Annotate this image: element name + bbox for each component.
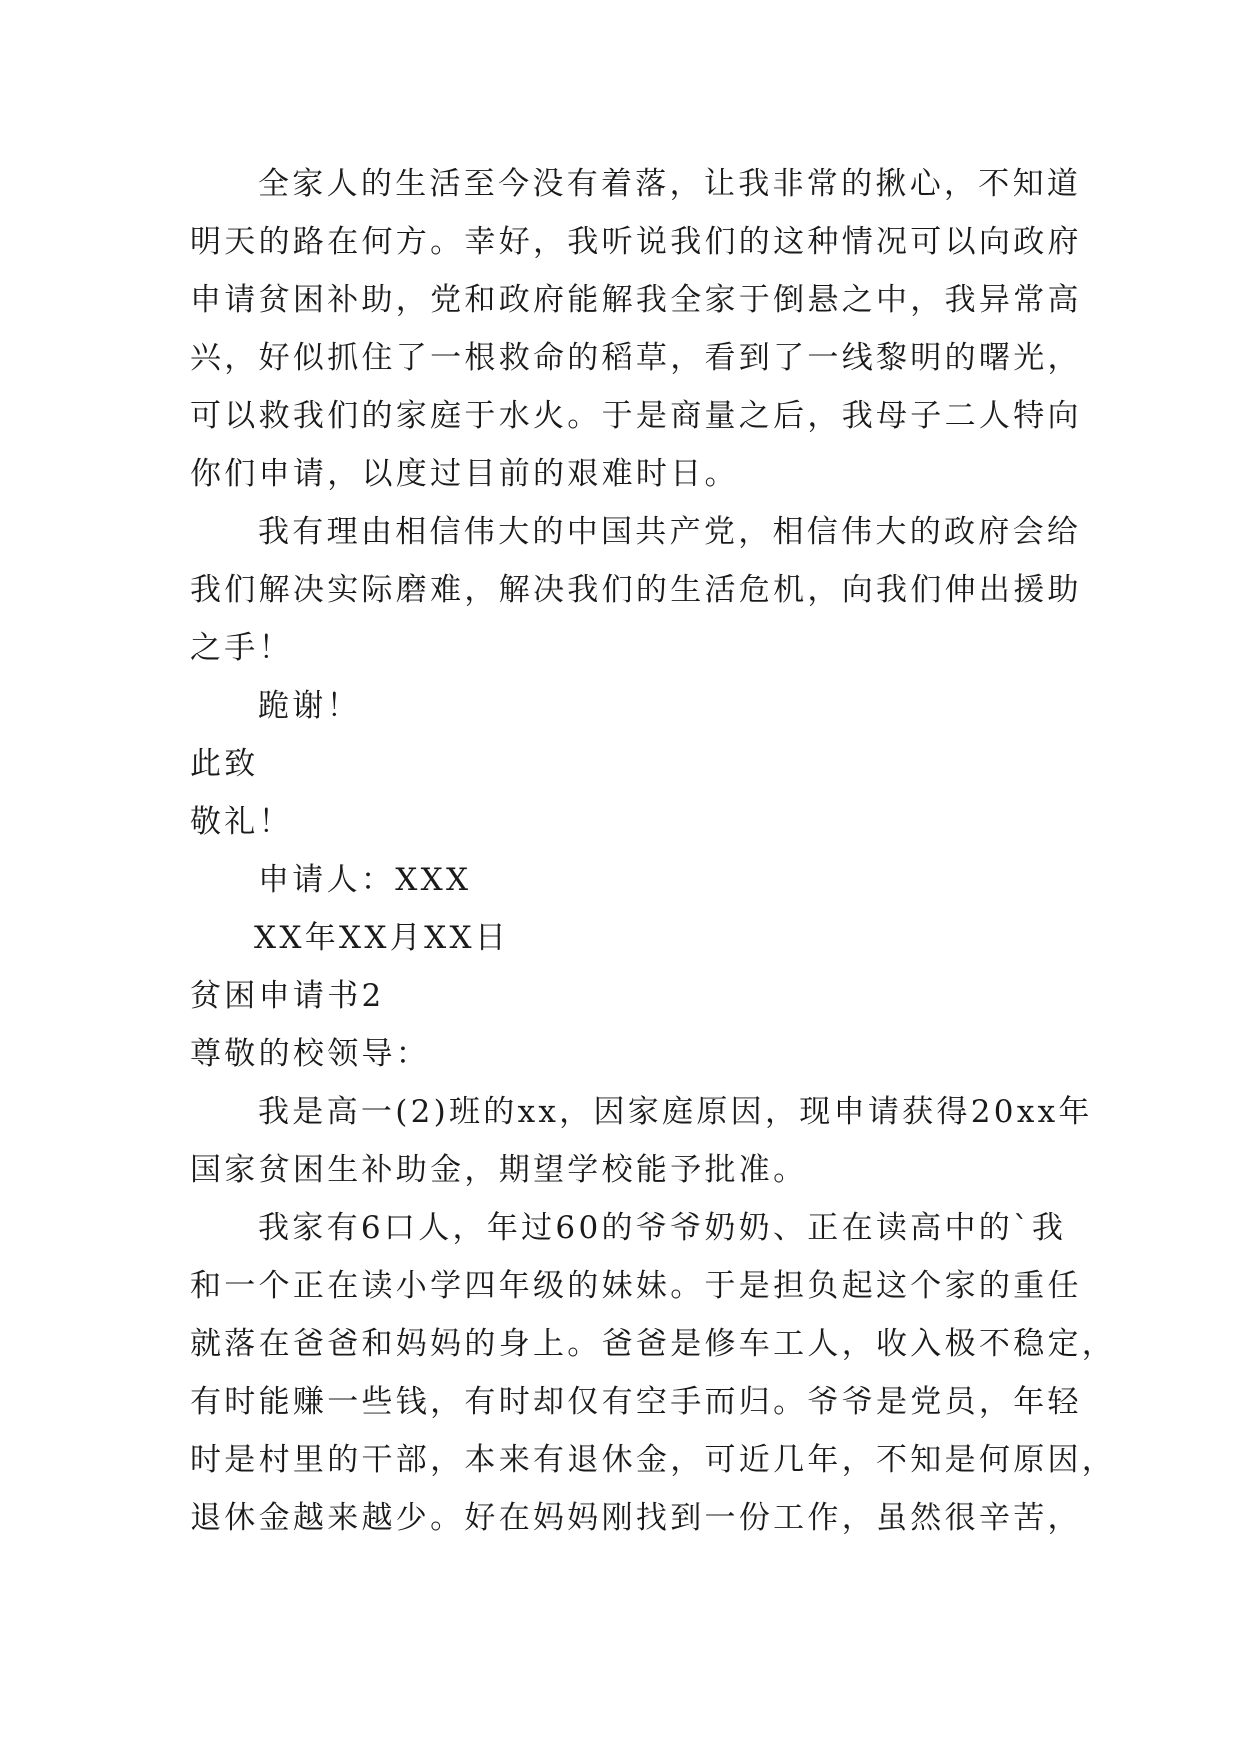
text-line: 有时能赚一些钱，有时却仅有空手而归。爷爷是党员，年轻 <box>190 1384 1082 1420</box>
text-line: 我家有6口人，年过60的爷爷奶奶、正在读高中的`我 <box>258 1210 1067 1246</box>
text-line: 我们解决实际磨难，解决我们的生活危机，向我们伸出援助 <box>190 572 1082 608</box>
thanks-line: 跪谢！ <box>258 688 361 724</box>
text-line: 国家贫困生补助金，期望学校能予批准。 <box>190 1152 808 1188</box>
closing-line: 此致 <box>190 746 259 782</box>
applicant-line: 申请人：XXX <box>258 862 472 898</box>
text-line: 申请贫困补助，党和政府能解我全家于倒悬之中，我异常高 <box>190 282 1082 318</box>
date-line: XX年XX月XX日 <box>254 920 510 956</box>
text-line: 和一个正在读小学四年级的妹妹。于是担负起这个家的重任 <box>190 1268 1082 1304</box>
text-line: 我有理由相信伟大的中国共产党，相信伟大的政府会给 <box>258 514 1082 550</box>
text-line: 兴，好似抓住了一根救命的稻草，看到了一线黎明的曙光， <box>190 340 1082 376</box>
text-line: 全家人的生活至今没有着落，让我非常的揪心，不知道 <box>258 166 1082 202</box>
closing-line: 敬礼！ <box>190 804 293 840</box>
text-line: 时是村里的干部，本来有退休金，可近几年，不知是何原因， <box>190 1442 1117 1478</box>
section-title: 贫困申请书2 <box>190 978 385 1014</box>
salutation-line: 尊敬的校领导： <box>190 1036 431 1072</box>
text-line: 就落在爸爸和妈妈的身上。爸爸是修车工人，收入极不稳定， <box>190 1326 1117 1362</box>
document-page <box>190 155 1117 1547</box>
text-line: 可以救我们的家庭于水火。于是商量之后，我母子二人特向 <box>190 398 1082 434</box>
text-line: 我是高一(2)班的xx，因家庭原因，现申请获得20xx年 <box>258 1094 1093 1130</box>
text-line: 退休金越来越少。好在妈妈刚找到一份工作，虽然很辛苦， <box>190 1500 1082 1536</box>
text-line: 你们申请，以度过目前的艰难时日。 <box>190 456 739 492</box>
text-line: 之手！ <box>190 630 293 666</box>
text-line: 明天的路在何方。幸好，我听说我们的这种情况可以向政府 <box>190 224 1082 260</box>
